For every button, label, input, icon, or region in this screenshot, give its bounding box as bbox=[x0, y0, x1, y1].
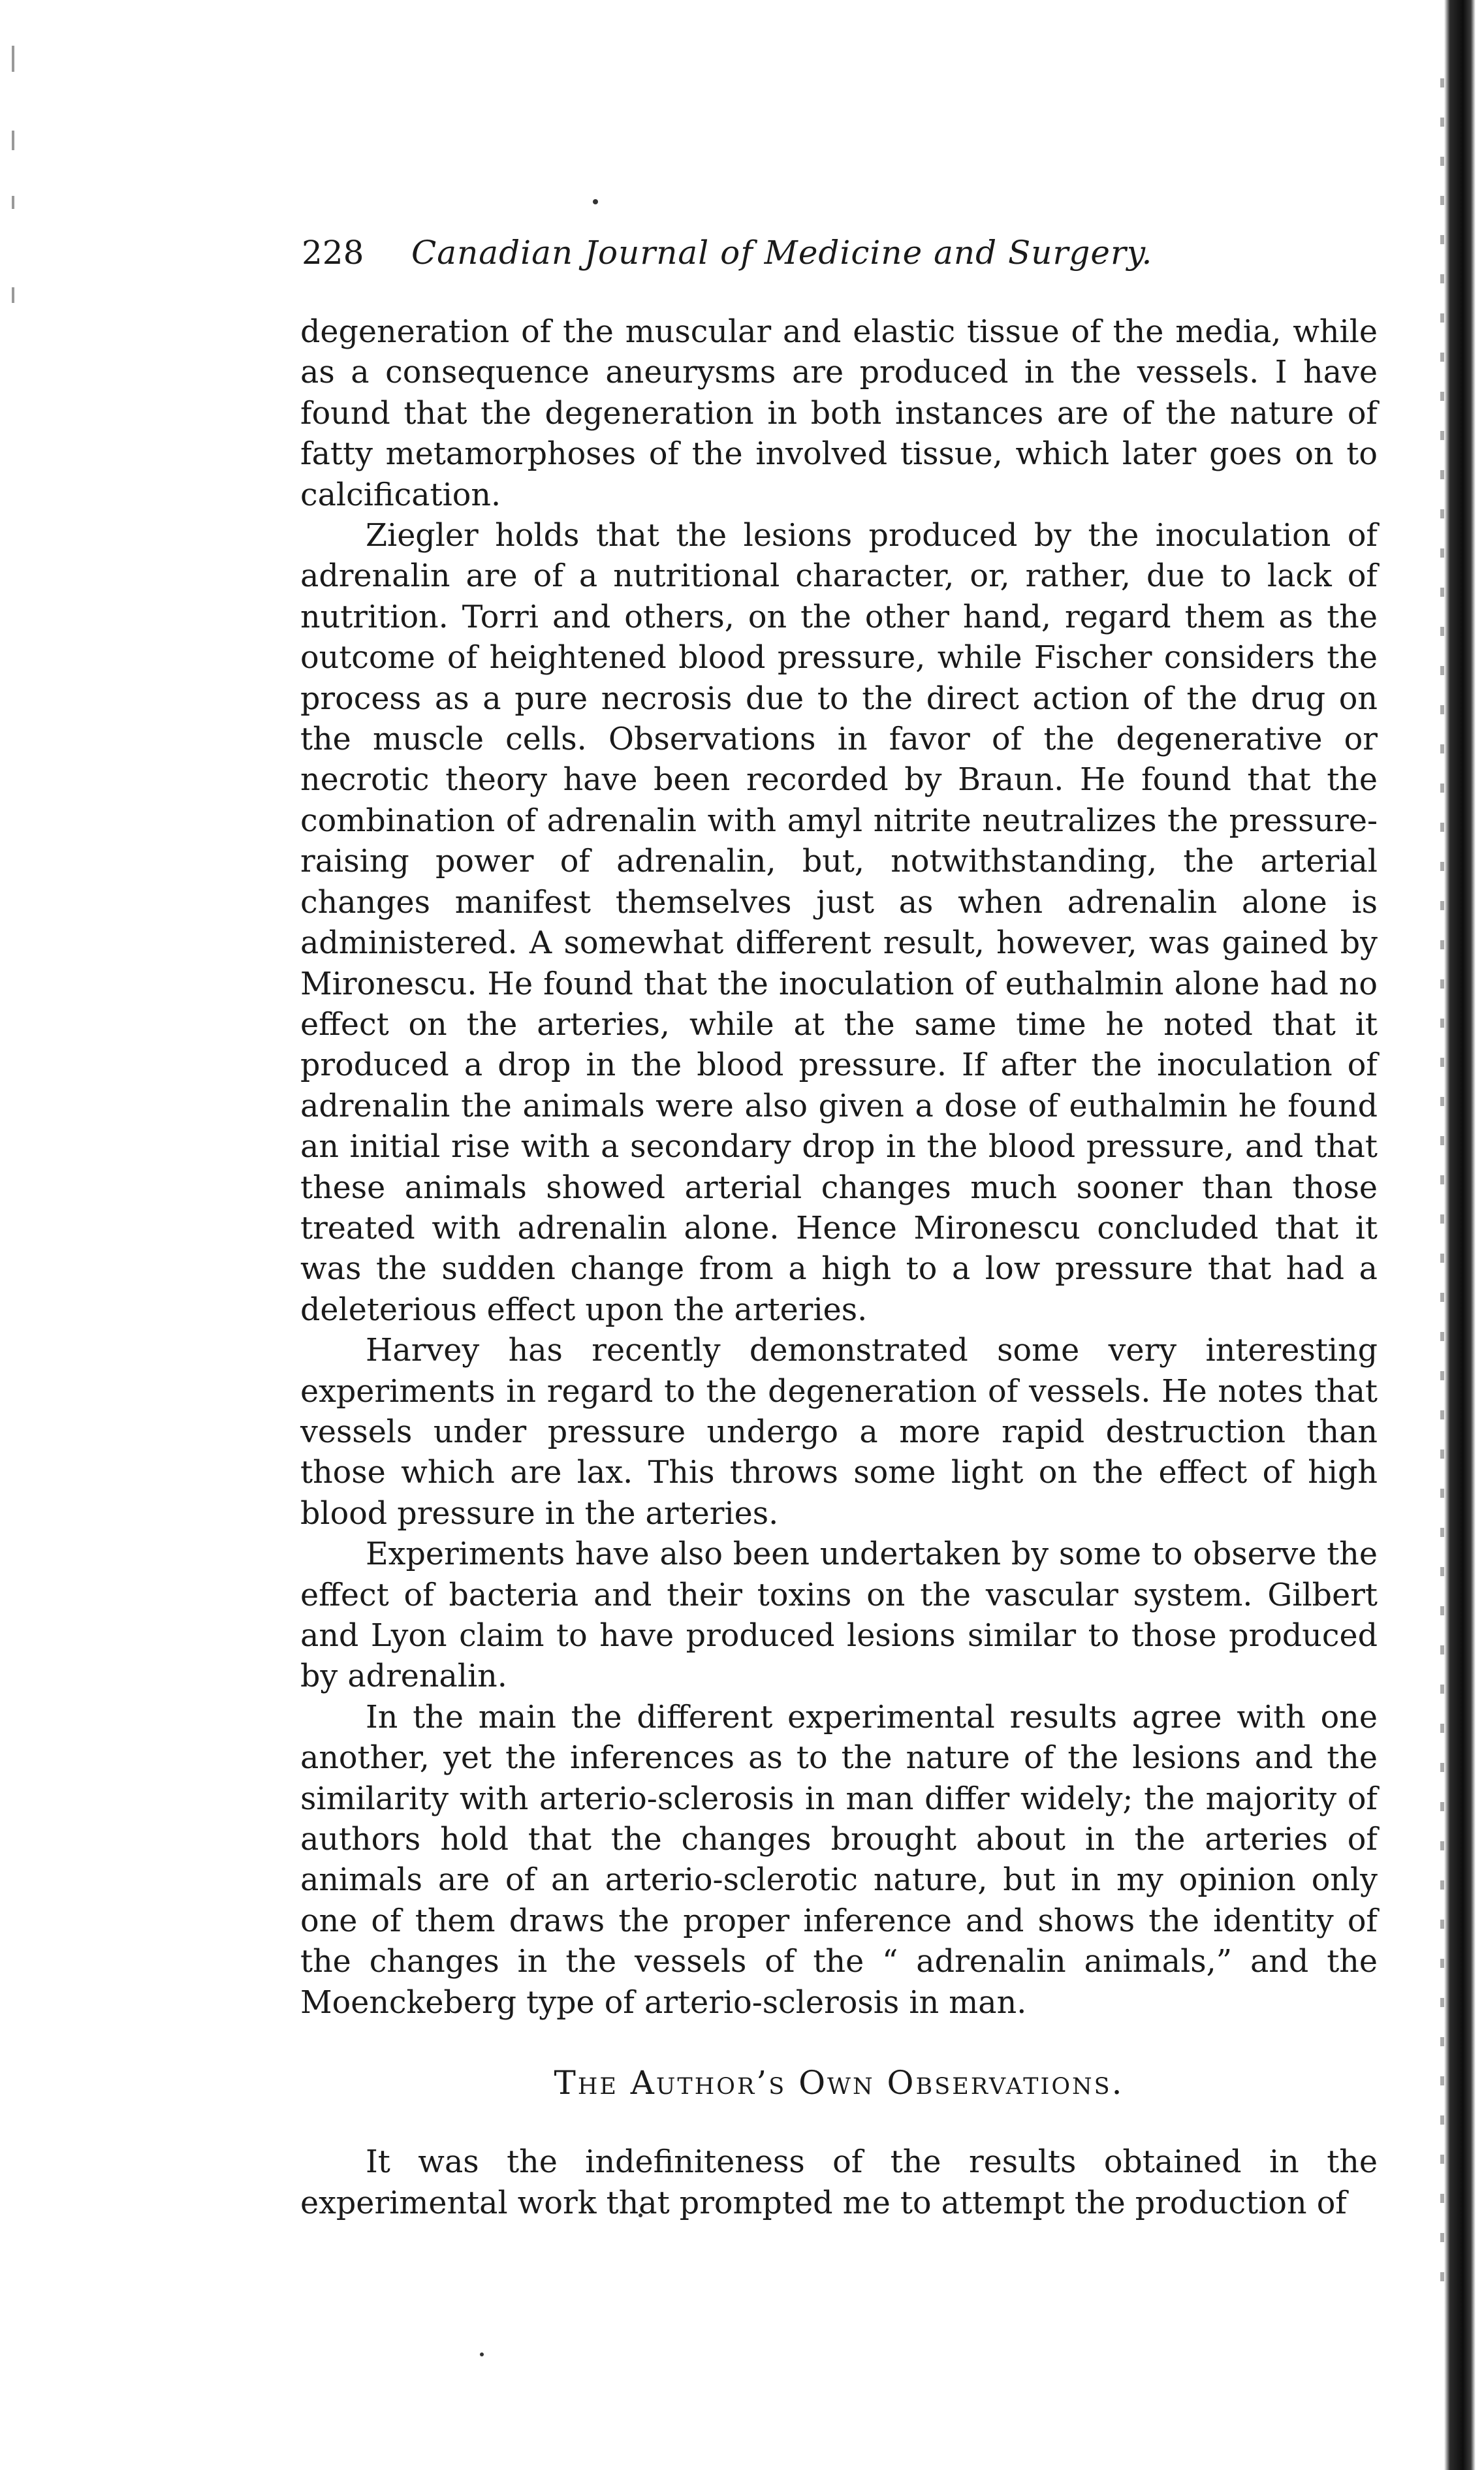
page-header bbox=[302, 223, 1385, 282]
paragraph: In the main the different experimental results agree with one another, yet the inferences as to the nature of the lesions and the similarity with arterio-sclerosis in man differ widely; the majority of authors hold that the changes brought about in the arteries of animals are of an arterio-sclerotic nature, but in my opinion only one of them draws the proper inference and shows the identity of the changes in the vessels of the “ adrenalin animals,” and the Moenckeberg type of arterio-sclerosis in man. bbox=[300, 1699, 1378, 2021]
paragraph: Ziegler holds that the lesions produced by the inoculation of adrenalin are of a nutritional character, or, rather, due to lack of nutrition. Torri and others, on the other hand, regard them as the outcome of heightened blood pressure, while Fischer considers the process as a pure necrosis due to the direct action of the drug on the muscle cells. Observations in favor of the degenerative or necrotic theory have been recorded by Braun. He found that the combination of adrenalin with amyl nitrite neutralizes the pressure-raising power of adrenalin, but, notwithstanding, the arterial changes manifest themselves just as when adrenalin alone is administered. A somewhat different result, however, was gained by Mironescu. He found that the inoculation of euthalmin alone had no effect on the arteries, while at the same time he noted that it produced a drop in the blood pressure. If after the inoculation of adrenalin the animals were also given a dose of euthalmin he found an initial rise with a secondary drop in the blood pressure, and that these animals showed arterial changes much sooner than those treated with adrenalin alone. Hence Mironescu concluded that it was the sudden change from a high to a low pressure that had a deleterious effect upon the arteries. bbox=[300, 518, 1378, 1328]
paragraph: Experiments have also been undertaken by some to observe the effect of bacteria and their toxins on the vascular system. Gilbert and Lyon claim to have produced lesions similar to those produced by adrenalin. bbox=[300, 1536, 1378, 1695]
section-heading: The Author’s Own Observations. bbox=[554, 2064, 1124, 2102]
article-body bbox=[300, 312, 1378, 2224]
scan-speck bbox=[12, 46, 14, 72]
binding-edge bbox=[1444, 0, 1476, 2470]
running-title: Canadian Journal of Medicine and Surgery. bbox=[411, 234, 1153, 272]
paragraph: Harvey has recently demonstrated some very interesting experiments in regard to the degeneration of vessels. He notes that vessels under pressure undergo a more rapid destruction than those which are lax. This throws some light on the effect of high blood pressure in the arteries. bbox=[300, 1333, 1378, 1532]
page-number: 228 bbox=[302, 234, 364, 272]
scan-speck bbox=[12, 196, 14, 209]
paragraph: It was the indefiniteness of the results obtained in the experimental work that prompted me to attempt the production of bbox=[300, 2144, 1378, 2221]
paragraph: degeneration of the muscular and elastic tissue of the media, while as a consequence aneurysms are produced in the vessels. I have found that the degeneration in both instances are of the nature of fatty metamorphoses of the involved tissue, which later goes on to calcification. bbox=[300, 314, 1378, 513]
scan-dot bbox=[593, 199, 598, 204]
scan-dot bbox=[480, 2352, 484, 2356]
scan-speck bbox=[12, 287, 14, 303]
scan-speck bbox=[12, 131, 14, 150]
